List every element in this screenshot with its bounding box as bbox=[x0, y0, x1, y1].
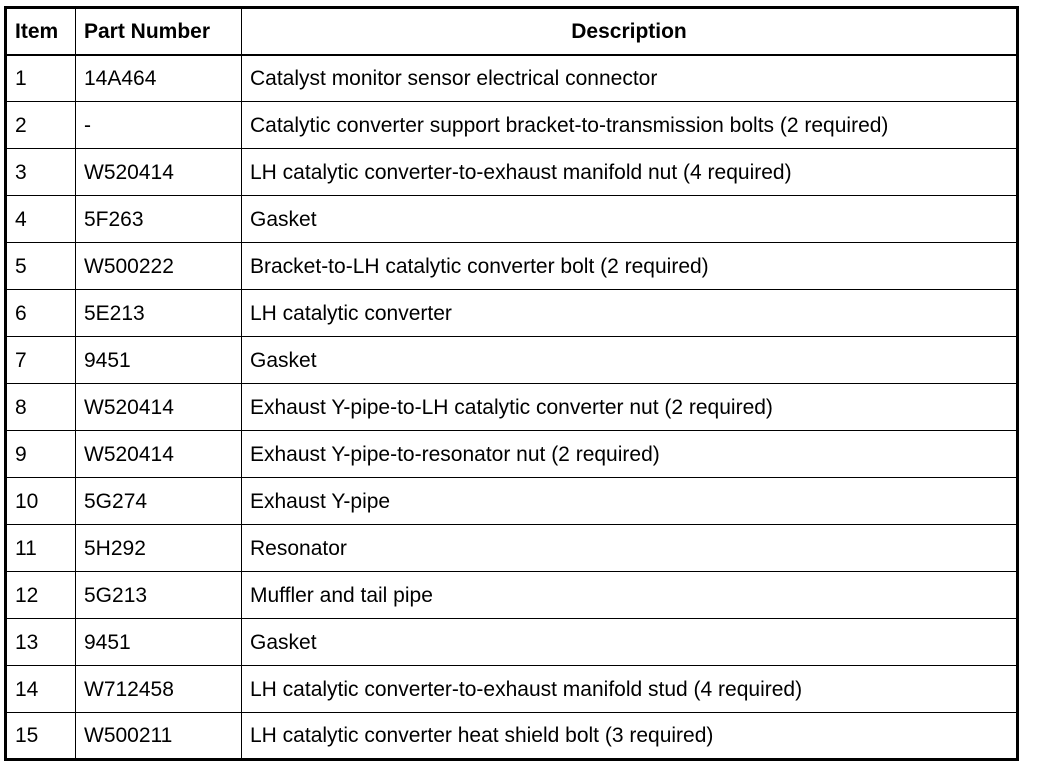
cell-description: Gasket bbox=[242, 196, 1018, 243]
cell-item: 1 bbox=[6, 55, 76, 102]
cell-part-number: W500222 bbox=[76, 243, 242, 290]
header-part-number: Part Number bbox=[76, 8, 242, 55]
cell-item: 4 bbox=[6, 196, 76, 243]
cell-item: 7 bbox=[6, 337, 76, 384]
table-row bbox=[6, 619, 1018, 666]
cell-part-number: 5H292 bbox=[76, 525, 242, 572]
cell-description: LH catalytic converter-to-exhaust manifold stud (4 required) bbox=[242, 666, 1018, 713]
table-row bbox=[6, 572, 1018, 619]
cell-description: Catalytic converter support bracket-to-transmission bolts (2 required) bbox=[242, 102, 1018, 149]
cell-item: 15 bbox=[6, 713, 76, 760]
table-row bbox=[6, 243, 1018, 290]
table-row bbox=[6, 55, 1018, 102]
cell-description: Gasket bbox=[242, 619, 1018, 666]
cell-part-number: 9451 bbox=[76, 619, 242, 666]
cell-description: Exhaust Y-pipe-to-resonator nut (2 required) bbox=[242, 431, 1018, 478]
cell-part-number: 5E213 bbox=[76, 290, 242, 337]
header-item: Item bbox=[6, 8, 76, 55]
cell-item: 12 bbox=[6, 572, 76, 619]
cell-part-number: 9451 bbox=[76, 337, 242, 384]
table-row bbox=[6, 384, 1018, 431]
cell-item: 3 bbox=[6, 149, 76, 196]
cell-description: Catalyst monitor sensor electrical connector bbox=[242, 55, 1018, 102]
cell-item: 11 bbox=[6, 525, 76, 572]
header-description: Description bbox=[242, 8, 1018, 55]
table-header bbox=[6, 8, 1018, 55]
cell-description: Exhaust Y-pipe bbox=[242, 478, 1018, 525]
cell-description: Gasket bbox=[242, 337, 1018, 384]
cell-item: 13 bbox=[6, 619, 76, 666]
cell-part-number: W520414 bbox=[76, 384, 242, 431]
cell-description: Resonator bbox=[242, 525, 1018, 572]
cell-part-number: 5G213 bbox=[76, 572, 242, 619]
header-row bbox=[6, 8, 1018, 55]
cell-part-number: 5G274 bbox=[76, 478, 242, 525]
cell-part-number: 5F263 bbox=[76, 196, 242, 243]
table-row bbox=[6, 478, 1018, 525]
cell-part-number: W712458 bbox=[76, 666, 242, 713]
table-row bbox=[6, 196, 1018, 243]
cell-part-number: 14A464 bbox=[76, 55, 242, 102]
cell-description: Bracket-to-LH catalytic converter bolt (2 required) bbox=[242, 243, 1018, 290]
cell-item: 6 bbox=[6, 290, 76, 337]
cell-description: Exhaust Y-pipe-to-LH catalytic converter nut (2 required) bbox=[242, 384, 1018, 431]
cell-item: 2 bbox=[6, 102, 76, 149]
table-row bbox=[6, 102, 1018, 149]
cell-part-number: W520414 bbox=[76, 431, 242, 478]
table-row bbox=[6, 666, 1018, 713]
cell-description: LH catalytic converter heat shield bolt (3 required) bbox=[242, 713, 1018, 760]
cell-part-number: - bbox=[76, 102, 242, 149]
table-body bbox=[6, 55, 1018, 760]
table-row bbox=[6, 290, 1018, 337]
table-row bbox=[6, 525, 1018, 572]
table-row bbox=[6, 149, 1018, 196]
cell-item: 5 bbox=[6, 243, 76, 290]
cell-item: 14 bbox=[6, 666, 76, 713]
cell-part-number: W500211 bbox=[76, 713, 242, 760]
cell-item: 10 bbox=[6, 478, 76, 525]
cell-description: LH catalytic converter-to-exhaust manifold nut (4 required) bbox=[242, 149, 1018, 196]
cell-description: LH catalytic converter bbox=[242, 290, 1018, 337]
cell-item: 9 bbox=[6, 431, 76, 478]
parts-table bbox=[4, 6, 1019, 761]
cell-item: 8 bbox=[6, 384, 76, 431]
table-row bbox=[6, 337, 1018, 384]
table-row bbox=[6, 713, 1018, 760]
cell-description: Muffler and tail pipe bbox=[242, 572, 1018, 619]
table-row bbox=[6, 431, 1018, 478]
cell-part-number: W520414 bbox=[76, 149, 242, 196]
